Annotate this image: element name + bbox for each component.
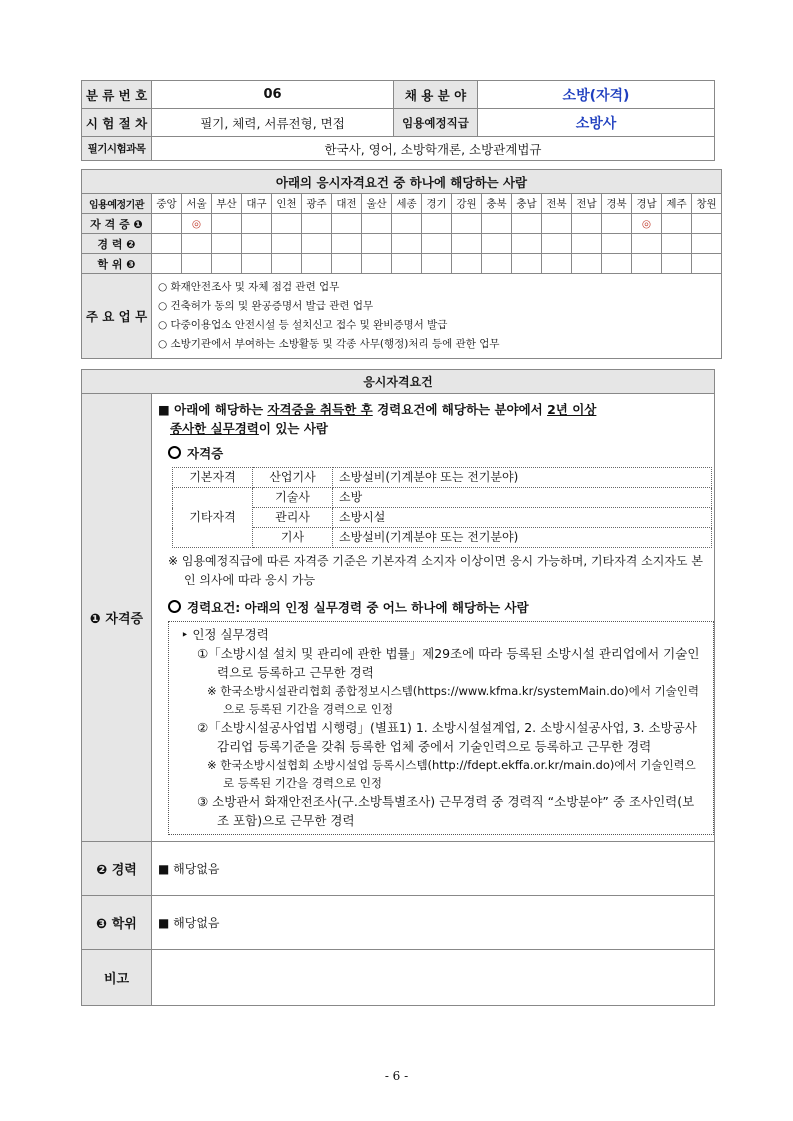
row-label: 자 격 증 ❶ xyxy=(82,214,152,234)
cert-group: 기본자격 xyxy=(173,468,253,488)
row-label: 학 위 ❸ xyxy=(82,254,152,274)
career-note: ※ 한국소방시설협회 소방시설업 등록시스템(http://fdept.ekffa.or.kr/main.do)에서 기술인력으로 등록된 기간을 경력으로 인정 xyxy=(207,758,696,790)
cert-field: 소방설비(기계분야 또는 전기분야) xyxy=(333,528,712,548)
duty-item: ○ 소방기관에서 부여하는 소방활동 및 각종 사무(행정)처리 등에 관한 업무 xyxy=(158,338,500,350)
mark-cell xyxy=(572,214,602,234)
class-number-label: 분 류 번 호 xyxy=(82,81,152,109)
career-heading: 경력요건: 아래의 인정 실무경력 중 어느 하나에 해당하는 사람 xyxy=(168,598,706,617)
region-table xyxy=(81,169,722,359)
subjects-label: 필기시험과목 xyxy=(82,137,152,161)
region-cell: 경남 xyxy=(632,194,662,214)
cert-field: 소방시설 xyxy=(333,508,712,528)
mark-cell xyxy=(602,214,632,234)
cert-grade: 기사 xyxy=(253,528,333,548)
mark-cell xyxy=(302,214,332,234)
duties-list xyxy=(152,274,722,359)
requirements-banner: 응시자격요건 xyxy=(82,370,715,394)
mark-cell xyxy=(692,214,722,234)
region-cell: 전북 xyxy=(542,194,572,214)
mark-cell xyxy=(212,214,242,234)
region-cell: 인천 xyxy=(272,194,302,214)
career-item: ①「소방시설 설치 및 관리에 관한 법률」제29조에 따라 등록된 소방시설 관리업에서 기술인력으로 등록하고 근무한 경력 xyxy=(197,646,700,680)
region-cell: 서울 xyxy=(182,194,212,214)
cert-heading: 자격증 xyxy=(168,444,706,463)
recruitment-sheet xyxy=(81,80,717,1006)
class-number-value: 06 xyxy=(152,81,394,109)
career-item: ②「소방시설공사업법 시행령」(별표1) 1. 소방시설설계업, 2. 소방시설공사업, 3. 소방공사감리업 등록기준을 갖춰 등록한 업체 중에서 기술인력으로 등록하고 근무한 경력 xyxy=(197,720,697,754)
procedure-value: 필기, 체력, 서류전형, 면접 xyxy=(152,109,394,137)
mark-cell xyxy=(452,214,482,234)
region-cell: 광주 xyxy=(302,194,332,214)
summary-table xyxy=(81,80,715,161)
region-cell: 중앙 xyxy=(152,194,182,214)
agency-header: 임용예정기관 xyxy=(82,194,152,214)
mark-cell xyxy=(272,214,302,234)
field-value: 소방(자격) xyxy=(478,81,715,109)
mark-cell xyxy=(242,214,272,234)
mark-cell xyxy=(152,214,182,234)
mark-cell xyxy=(662,214,692,234)
mark-cell xyxy=(482,214,512,234)
requirements-table xyxy=(81,369,715,1006)
cert-table xyxy=(172,467,712,548)
region-cell: 경기 xyxy=(422,194,452,214)
duty-item: ○ 건축허가 동의 및 완공증명서 발급 관련 업무 xyxy=(158,300,374,312)
region-cell: 대전 xyxy=(332,194,362,214)
region-cell: 대구 xyxy=(242,194,272,214)
degree-section-label: ❸ 학위 xyxy=(82,896,152,950)
duties-label: 주 요 업 무 xyxy=(82,274,152,359)
procedure-label: 시 험 절 차 xyxy=(82,109,152,137)
row-label: 경 력 ❷ xyxy=(82,234,152,254)
mark-cell xyxy=(512,214,542,234)
career-section-value: ■ 해당없음 xyxy=(152,842,715,896)
cert-headline: ■ 아래에 해당하는 자격증을 취득한 후 경력요건에 해당하는 분야에서 2년 이상 xyxy=(158,402,597,417)
duty-item: ○ 다중이용업소 안전시설 등 설치신고 접수 및 완비증명서 발급 xyxy=(158,319,448,331)
cert-field: 소방 xyxy=(333,488,712,508)
region-cell: 세종 xyxy=(392,194,422,214)
career-item: ③ 소방관서 화재안전조사(구.소방특별조사) 근무경력 중 경력직 “소방분야” 중 조사인력(보조 포함)으로 근무한 경력 xyxy=(197,794,695,828)
cert-row xyxy=(82,214,722,234)
region-cell: 울산 xyxy=(362,194,392,214)
career-row xyxy=(82,234,722,254)
field-label: 채 용 분 야 xyxy=(394,81,478,109)
career-note: ※ 한국소방시설관리협회 종합정보시스템(https://www.kfma.kr/systemMain.do)에서 기술인력으로 등록된 기간을 경력으로 인정 xyxy=(207,684,700,716)
subjects-value: 한국사, 영어, 소방학개론, 소방관계법규 xyxy=(152,137,715,161)
career-box-title: ‣ 인정 실무경력 xyxy=(181,627,269,642)
career-box xyxy=(168,621,714,835)
cert-grade: 기술사 xyxy=(253,488,333,508)
degree-section-value: ■ 해당없음 xyxy=(152,896,715,950)
cert-grade: 관리사 xyxy=(253,508,333,528)
career-section-label: ❷ 경력 xyxy=(82,842,152,896)
degree-row xyxy=(82,254,722,274)
mark-cell: ◎ xyxy=(632,214,662,234)
page-number: - 6 - xyxy=(384,1069,409,1083)
cert-note: ※ 임용예정직급에 따른 자격증 기준은 기본자격 소지자 이상이면 응시 가능하며, 기타자격 소지자도 본인 의사에 따라 응시 가능 xyxy=(168,554,703,587)
mark-cell xyxy=(392,214,422,234)
cert-grade: 산업기사 xyxy=(253,468,333,488)
region-cell: 제주 xyxy=(662,194,692,214)
cert-section: ■ 아래에 해당하는 자격증을 취득한 후 경력요건에 해당하는 분야에서 2년 이상 종사한 실무경력이 있는 사람 자격증 기본자격 산업기사 소방설비(기계분야 또는 전기분야) 기타자격 기술사 소방 관리사 소방시설 기사 소방설비(기계분야 또는 전기분야) ※ 임용예정직급에 따른 자격증 기준은 기본자격 소지자 이상이면 응시 가능하며, 기타자격 소지자도 본인 의사에 따라 응시 가능 경력요건: 아래의 인정 실무경력 중 어느 하나에 해당하는 사람 ‣ 인정 실무경력 ①「소방시설 설치 및 관리에 관한 법률」제29조에 따라 등록된 소방시설 관리업에서 기술인력으로 등록하고 근무한 경력 ※ 한국소방시설관리협회 종합정보시스템(https://www.kfma.kr/systemMain.do)에서 기술인력으로 등록된 기간을 경력으로 인정 ②「소방시설공사업법 시행령」(별표1) 1. 소방시설설계업, 2. 소방시설공사업, 3. 소방공사감리업 등록기준을 갖춰 등록한 업체 중에서 기술인력으로 등록하고 근무한 경력 ※ 한국소방시설협회 소방시설업 등록시스템(http://fdept.ekffa.or.kr/main.do)에서 기술인력으로 등록된 기간을 경력으로 인정 ③ 소방관서 화재안전조사(구.소방특별조사) 근무경력 중 경력직 “소방분야” 중 조사인력(보조 포함)으로 근무한 경력 xyxy=(152,394,715,842)
region-cell: 강원 xyxy=(452,194,482,214)
circle-bullet-icon xyxy=(168,600,181,613)
eligibility-banner: 아래의 응시자격요건 중 하나에 해당하는 사람 xyxy=(82,170,722,194)
region-cell: 부산 xyxy=(212,194,242,214)
remarks-label: 비고 xyxy=(82,950,152,1006)
position-value: 소방사 xyxy=(478,109,715,137)
mark-cell xyxy=(422,214,452,234)
region-cell: 충남 xyxy=(512,194,542,214)
cert-section-label: ❶ 자격증 xyxy=(82,394,152,842)
region-cell: 창원 xyxy=(692,194,722,214)
mark-cell xyxy=(332,214,362,234)
remarks-value xyxy=(152,950,715,1006)
circle-bullet-icon xyxy=(168,446,181,459)
region-cell: 경북 xyxy=(602,194,632,214)
duty-item: ○ 화재안전조사 및 자체 점검 관련 업무 xyxy=(158,281,340,293)
region-cell: 전남 xyxy=(572,194,602,214)
region-cell: 충북 xyxy=(482,194,512,214)
cert-group: 기타자격 xyxy=(173,488,253,548)
position-label: 임용예정직급 xyxy=(394,109,478,137)
mark-cell xyxy=(362,214,392,234)
cert-field: 소방설비(기계분야 또는 전기분야) xyxy=(333,468,712,488)
mark-cell xyxy=(542,214,572,234)
mark-cell: ◎ xyxy=(182,214,212,234)
